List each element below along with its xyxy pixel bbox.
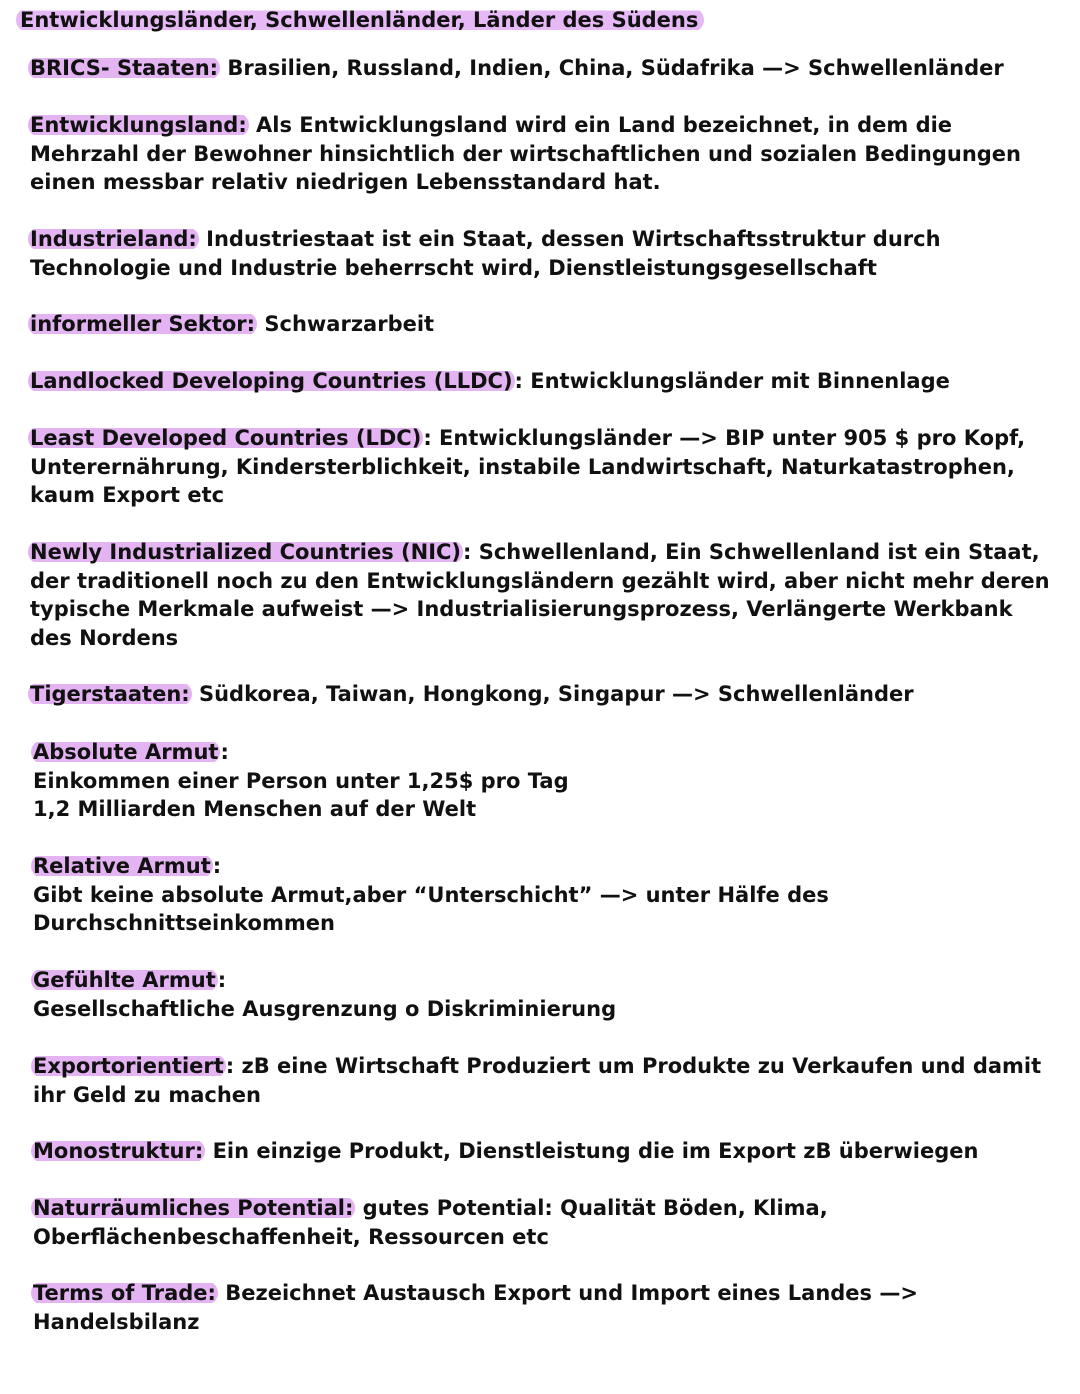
term-colon: :: [217, 968, 227, 992]
definition-line: einen messbar relativ niedrigen Lebensstandard hat.: [30, 170, 661, 194]
definition-line: Als Entwicklungsland wird ein Land bezeichnet, in dem die: [248, 113, 953, 137]
definition-brics: Brasilien, Russland, Indien, China, Südafrika —> Schwellenländer: [220, 56, 1004, 80]
definition-line: Industriestaat ist ein Staat, dessen Wirtschaftsstruktur durch: [198, 227, 941, 251]
definition-line: Handelsbilanz: [33, 1309, 200, 1334]
definition-line: Durchschnittseinkommen: [33, 911, 335, 935]
definition-tigerstaaten: Südkorea, Taiwan, Hongkong, Singapur —> Schwellenländer: [191, 682, 914, 706]
definition-line: Mehrzahl der Bewohner hinsichtlich der wirtschaftlichen und sozialen Bedingungen: [30, 141, 1021, 166]
definition-line: typische Merkmale aufweist —> Industrialisierungsprozess, Verlängerte Werkbank: [30, 597, 1013, 621]
term-gefuehlte-armut: Gefühlte Armut: [33, 968, 216, 992]
entry-monostruktur: [33, 1137, 1063, 1166]
term-terms-of-trade: Terms of Trade:: [33, 1281, 216, 1305]
entry-relative-armut: [33, 852, 1063, 938]
entry-tigerstaaten: [30, 680, 1060, 709]
definition-line: gutes Potential: Qualität Böden, Klima,: [355, 1196, 828, 1220]
entry-absolute-armut: [33, 738, 1063, 824]
title-highlight: Entwicklungsländer, Schwellenländer, Länder des Südens: [16, 8, 704, 32]
definition-line: Gesellschaftliche Ausgrenzung o Diskriminierung: [33, 996, 617, 1021]
definition-lldc: : Entwicklungsländer mit Binnenlage: [514, 369, 950, 393]
term-nic: Newly Industrialized Countries (NIC): [30, 540, 462, 564]
definition-line: des Nordens: [30, 625, 179, 650]
definition-line: kaum Export etc: [30, 483, 225, 507]
entry-entwicklungsland: [30, 111, 1060, 197]
definition-monostruktur: Ein einzige Produkt, Dienstleistung die im Export zB überwiegen: [205, 1139, 979, 1163]
entry-naturraeumliches-potential: [33, 1194, 1063, 1251]
term-naturraeumliches-potential: Naturräumliches Potential:: [33, 1196, 354, 1220]
page-title: [18, 6, 704, 34]
term-colon: :: [220, 740, 229, 764]
term-relative-armut: Relative Armut: [33, 854, 211, 878]
term-ldc: Least Developed Countries (LDC): [30, 426, 422, 450]
definition-line: Technologie und Industrie beherrscht wird, Dienstleistungsgesellschaft: [30, 255, 877, 280]
definition-line: ihr Geld zu machen: [33, 1082, 261, 1107]
definition-line: 1,2 Milliarden Menschen auf der Welt: [33, 797, 477, 821]
entry-terms-of-trade: [33, 1279, 1063, 1336]
definition-line: Oberflächenbeschaffenheit, Ressourcen etc: [33, 1224, 549, 1249]
definition-line: Unterernährung, Kindersterblichkeit, instabile Landwirtschaft, Naturkatastrophen,: [30, 454, 1015, 479]
term-exportorientiert: Exportorientiert: [33, 1054, 224, 1078]
term-lldc: Landlocked Developing Countries (LLDC): [30, 369, 513, 393]
definition-line: Einkommen einer Person unter 1,25$ pro Tag: [33, 768, 569, 793]
term-entwicklungsland: Entwicklungsland:: [30, 113, 247, 137]
term-colon: :: [212, 854, 222, 878]
definition-line: : zB eine Wirtschaft Produziert um Produkte zu Verkaufen und damit: [225, 1054, 1042, 1078]
term-informeller-sektor: informeller Sektor:: [30, 312, 256, 336]
entry-nic: [30, 538, 1060, 652]
definition-informeller-sektor: Schwarzarbeit: [257, 312, 435, 336]
definition-line: : Entwicklungsländer —> BIP unter 905 $ pro Kopf,: [423, 426, 1026, 450]
term-absolute-armut: Absolute Armut: [33, 740, 219, 764]
term-monostruktur: Monostruktur:: [33, 1139, 204, 1163]
term-brics: BRICS- Staaten:: [30, 56, 219, 80]
entry-ldc: [30, 424, 1060, 510]
entry-lldc: [30, 367, 1060, 396]
entry-gefuehlte-armut: [33, 966, 1063, 1023]
definition-line: : Schwellenland, Ein Schwellenland ist ein Staat,: [463, 540, 1040, 564]
entry-informeller-sektor: [30, 310, 1060, 339]
entry-industrieland: [30, 225, 1060, 282]
entry-brics: [30, 54, 1060, 83]
entry-exportorientiert: [33, 1052, 1063, 1109]
definition-line: Gibt keine absolute Armut,aber “Unterschicht” —> unter Hälfe des: [33, 882, 829, 907]
definition-line: Bezeichnet Austausch Export und Import eines Landes —>: [217, 1281, 918, 1305]
term-tigerstaaten: Tigerstaaten:: [30, 682, 190, 706]
term-industrieland: Industrieland:: [30, 227, 197, 251]
definition-line: der traditionell noch zu den Entwicklungsländern gezählt wird, aber nicht mehr deren: [30, 568, 1050, 593]
